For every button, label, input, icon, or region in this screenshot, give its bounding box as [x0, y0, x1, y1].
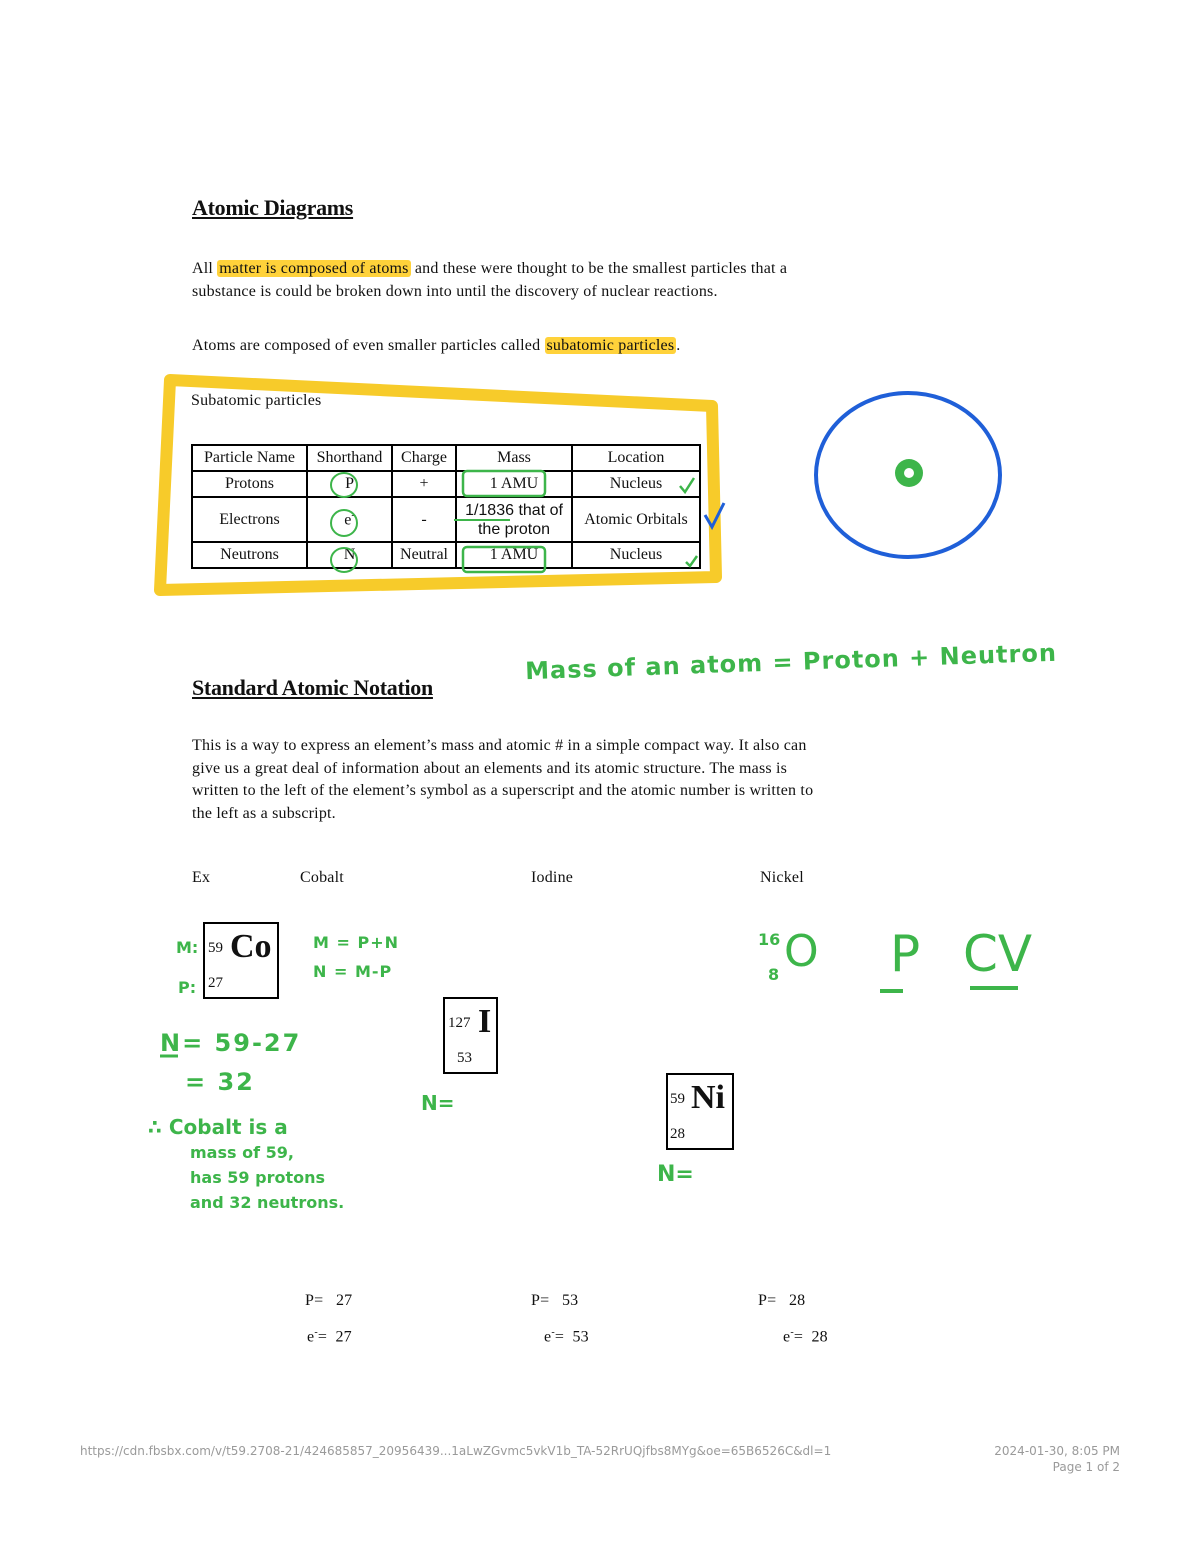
element-number: 27	[208, 975, 223, 991]
answer-eq: =	[317, 1328, 328, 1346]
answer-value: 53	[561, 1292, 579, 1309]
answer-label: P=	[758, 1292, 777, 1309]
element-symbol: I	[478, 1003, 492, 1040]
conclusion-line: ∴ Cobalt is a	[148, 1115, 288, 1139]
para-line: the left as a subscript.	[192, 804, 336, 822]
cell-name: Protons	[192, 471, 307, 497]
yellow-marker-box	[160, 380, 716, 590]
answer-value: 53	[572, 1328, 589, 1346]
cell-mass: 1 AMU	[456, 542, 572, 568]
cell-location: Atomic Orbitals	[572, 497, 700, 542]
para2-text-before: Atoms are composed of even smaller particles called	[192, 337, 545, 354]
para1-text-after: and these were thought to be the smallest particles that a	[410, 260, 788, 277]
header-charge: Charge	[392, 445, 456, 471]
label-iodine: Iodine	[531, 869, 574, 886]
answer-label: e	[307, 1328, 315, 1346]
conclusion-line: mass of 59,	[190, 1143, 294, 1162]
handwritten-p-label: P:	[178, 978, 197, 997]
answer-sup: -	[790, 1327, 794, 1338]
cell-location: Nucleus	[572, 542, 700, 568]
cell-charge: -	[392, 497, 456, 542]
answer-label: P=	[531, 1292, 550, 1309]
element-number: 53	[457, 1050, 472, 1066]
cell-shorthand: N	[307, 542, 392, 568]
answer-iodine-electrons	[544, 1322, 589, 1349]
handwritten-oxygen-number: 8	[768, 965, 780, 984]
cell-mass: 1 AMU	[456, 471, 572, 497]
para-line: give us a great deal of information about an elements and its atomic structure. The mass is	[192, 759, 788, 777]
handwritten-n-iodine: N=	[421, 1091, 455, 1115]
section-title-standard-notation: Standard Atomic Notation	[192, 675, 433, 700]
answer-cobalt-electrons	[307, 1322, 352, 1349]
handwritten-cv-letters: CV	[963, 925, 1033, 983]
answer-label: e	[544, 1328, 552, 1346]
header-mass: Mass	[456, 445, 572, 471]
answer-value: 28	[811, 1328, 828, 1346]
handwritten-mass-formula: Mass of an atom = Proton + Neutron	[524, 638, 1058, 686]
cell-charge: Neutral	[392, 542, 456, 568]
cell-name: Neutrons	[192, 542, 307, 568]
highlight-subatomic-particles: subatomic particles	[546, 337, 675, 354]
handwritten-p-letter: P	[890, 925, 921, 983]
answer-value: 27	[335, 1328, 352, 1346]
header-shorthand: Shorthand	[307, 445, 392, 471]
answer-nickel-electrons	[783, 1322, 828, 1349]
element-symbol: Ni	[691, 1079, 725, 1116]
footer-page-number: Page 1 of 2	[1052, 1460, 1120, 1474]
table-caption: Subatomic particles	[191, 392, 322, 409]
element-box-nickel	[666, 1073, 734, 1150]
header-location: Location	[572, 445, 700, 471]
mass-line2: the proton	[477, 520, 551, 538]
answer-eq: =	[554, 1328, 565, 1346]
element-box-iodine	[443, 997, 498, 1074]
circle-n	[331, 548, 357, 572]
answer-sup: -	[314, 1327, 318, 1338]
handwritten-n-nickel: N=	[657, 1162, 694, 1187]
answer-eq: =	[793, 1328, 804, 1346]
handwritten-oxygen-mass: 16	[758, 930, 781, 949]
element-mass: 127	[448, 1015, 471, 1031]
label-cobalt: Cobalt	[300, 869, 344, 886]
para-line: This is a way to express an element’s mass and atomic # in a simple compact way. It also can	[192, 737, 807, 754]
atom-nucleus-center	[904, 468, 914, 478]
check-icon	[680, 478, 694, 492]
paragraph-notation	[192, 735, 922, 825]
handwritten-formula-n: N = M-P	[313, 962, 393, 981]
cell-location: Nucleus	[572, 471, 700, 497]
check-icon	[686, 556, 697, 566]
conclusion-line: and 32 neutrons.	[190, 1193, 345, 1212]
cell-shorthand: P	[307, 471, 392, 497]
footer-timestamp: 2024-01-30, 8:05 PM	[994, 1444, 1120, 1458]
conclusion-line: has 59 protons	[190, 1168, 326, 1187]
mass-line1: 1/1836 that of	[465, 501, 563, 519]
element-number: 28	[670, 1126, 685, 1142]
para1-text-before: All	[192, 260, 218, 277]
element-mass: 59	[670, 1091, 685, 1107]
shorthand-e: e	[344, 511, 352, 529]
cell-charge: +	[392, 471, 456, 497]
element-symbol: Co	[230, 928, 272, 965]
footer-url: https://cdn.fbsbx.com/v/t59.2708-21/424685857_20956439...1aLwZGvmc5vkV1b_TA-52RrUQjfbs8MYg&oe=65B6526C&dl=1	[80, 1444, 832, 1458]
shorthand-e-sup: -	[351, 509, 355, 521]
answer-iodine-protons	[531, 1290, 578, 1313]
answer-value: 27	[335, 1292, 353, 1309]
header-particle-name: Particle Name	[192, 445, 307, 471]
box-neutron-mass	[463, 547, 545, 572]
para2-text-after: .	[676, 337, 681, 354]
element-mass: 59	[208, 940, 223, 956]
answer-label: e	[783, 1328, 791, 1346]
para-line: written to the left of the element’s symbol as a superscript and the atomic number is written to	[192, 782, 814, 799]
answer-value: 28	[788, 1292, 806, 1309]
circle-e	[331, 510, 357, 536]
handwritten-m-label: M:	[176, 938, 199, 957]
label-nickel: Nickel	[760, 869, 804, 886]
para1-line2: substance is could be broken down into until the discovery of nuclear reactions.	[192, 282, 718, 300]
circle-p	[331, 473, 357, 497]
answer-label: P=	[305, 1292, 324, 1309]
handwritten-oxygen-symbol: O	[784, 926, 819, 977]
answer-cobalt-protons	[305, 1290, 352, 1313]
element-box-cobalt	[203, 922, 279, 999]
highlight-matter-atoms: matter is composed of atoms	[219, 260, 409, 277]
section-title-atomic-diagrams: Atomic Diagrams	[192, 195, 354, 220]
answer-sup: -	[551, 1327, 555, 1338]
box-proton-mass	[463, 471, 545, 496]
cell-name: Electrons	[192, 497, 307, 542]
handwritten-n-result: = 32	[185, 1068, 255, 1096]
handwritten-n-calc: N= 59-27	[160, 1029, 302, 1057]
label-ex: Ex	[192, 869, 211, 886]
handwritten-formula-m: M = P+N	[313, 933, 399, 952]
handwritten-conclusion	[148, 1115, 344, 1215]
answer-nickel-protons	[758, 1290, 805, 1313]
